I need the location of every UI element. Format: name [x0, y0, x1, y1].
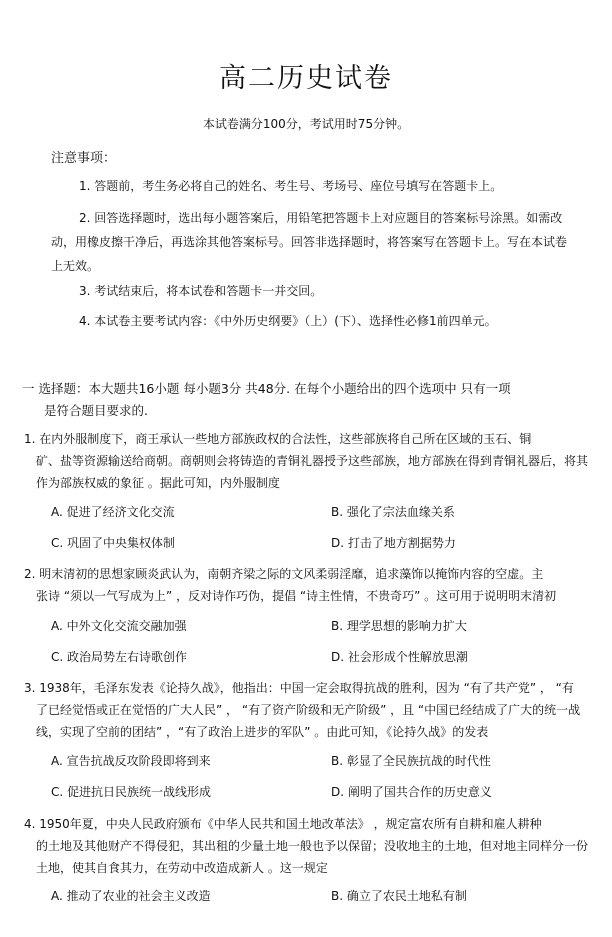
notice-item-2: 2. 回答选择题时，选出每小题答案后，用铅笔把答题卡上对应题目的答案标号涂黑。如需改动，用橡皮擦干净后，再选涂其他答案标号。回答非选择题时，将答案写在答题卡上。写在本试卷上无效。: [51, 211, 568, 273]
notice-item-1: 1. 答题前，考生务必将自己的姓名、考生号、考场号、座位号填写在答题卡上。: [79, 179, 503, 193]
question-2-option-d[interactable]: D. 社会形成个性解放思潮: [331, 650, 468, 664]
question-2: [24, 563, 592, 607]
question-2-text: 张诗 “须以一气写成为上” ，反对诗作巧伪，提倡 “诗主性情，不贵奇巧” 。这可用于说明明末清初: [36, 589, 557, 603]
question-1-line1: 1. 在内外服制度下，商王承认一些地方部族政权的合法性，这些部族将自己所在区域的玉石、铜: [24, 432, 532, 446]
question-1: [24, 428, 592, 494]
question-3-option-b[interactable]: B. 彰显了全民族抗战的时代性: [331, 754, 491, 768]
notice-item-3: 3. 考试结束后，将本试卷和答题卡一并交回。: [79, 284, 323, 298]
exam-title: 高二历史试卷: [219, 63, 393, 94]
question-2-option-c[interactable]: C. 政治局势左右诗歌创作: [51, 650, 188, 664]
question-4-line1: 4. 1950年夏，中央人民政府颁布《中华人民共和国土地改革法》 ，规定富农所有自耕和雇人耕种: [24, 817, 542, 831]
question-4-option-a[interactable]: A. 推动了农业的社会主义改造: [51, 889, 211, 903]
question-1-option-d[interactable]: D. 打击了地方割据势力: [331, 536, 456, 550]
question-3-option-c[interactable]: C. 促进抗日民族统一战线形成: [51, 785, 212, 799]
question-2-option-b[interactable]: B. 理学思想的影响力扩大: [331, 619, 467, 633]
question-4: [24, 813, 592, 879]
question-2-option-a[interactable]: A. 中外文化交流交融加强: [51, 619, 187, 633]
question-3-text: 了已经觉悟或正在觉悟的广大人民” ， “有了资产阶级和无产阶级” ，且 “中国已经结成了广大的统一战线，实现了空前的团结” ，“有了政治上进步的军队” 。由此可知，《论持久战》的发表: [36, 703, 581, 739]
section-heading: [22, 378, 592, 422]
section-heading-line1: 一 选择题：本大题共16小题 每小题3分 共48分. 在每个小题给出的四个选项中 只有一项: [22, 381, 511, 396]
question-1-option-a[interactable]: A. 促进了经济文化交流: [51, 505, 175, 519]
notes-heading: 注意事项：: [51, 151, 117, 166]
question-3: [24, 677, 592, 743]
question-1-text: 矿、盐等资源输送给商朝。商朝则会将铸造的青铜礼器授予这些部族，地方部族在得到青铜礼器后，将其作为部族权威的象征 。据此可知，内外服制度: [36, 454, 589, 490]
question-4-option-b[interactable]: B. 确立了农民土地私有制: [331, 889, 467, 903]
question-4-text: 的土地及其他财产不得侵犯，其出租的少量土地一般也予以保留；没收地主的土地，但对地主同样分一份土地，使其自食其力，在劳动中改造成新人 。这一规定: [36, 839, 589, 875]
question-3-option-d[interactable]: D. 阐明了国共合作的历史意义: [331, 785, 492, 799]
question-1-option-b[interactable]: B. 强化了宗法血缘关系: [331, 505, 455, 519]
notice-item-4: 4. 本试卷主要考试内容：《中外历史纲要》（上）(下）、选择性必修1前四单元。: [79, 314, 497, 328]
question-3-option-a[interactable]: A. 宣告抗战反攻阶段即将到来: [51, 754, 211, 768]
exam-subtitle: 本试卷满分100分，考试用时75分钟。: [202, 117, 410, 131]
question-2-line1: 2. 明末清初的思想家顾炎武认为，南朝齐梁之际的文风柔弱淫靡，追求藻饰以掩饰内容的空虚。主: [24, 567, 544, 581]
question-3-line1: 3. 1938年，毛泽东发表《论持久战》，他指出：中国一定会取得抗战的胜利，因为 “有了共产党” ， “有: [24, 681, 574, 695]
question-1-option-c[interactable]: C. 巩固了中央集权体制: [51, 536, 176, 550]
section-heading-line2: 是符合题目要求的.: [44, 403, 148, 418]
